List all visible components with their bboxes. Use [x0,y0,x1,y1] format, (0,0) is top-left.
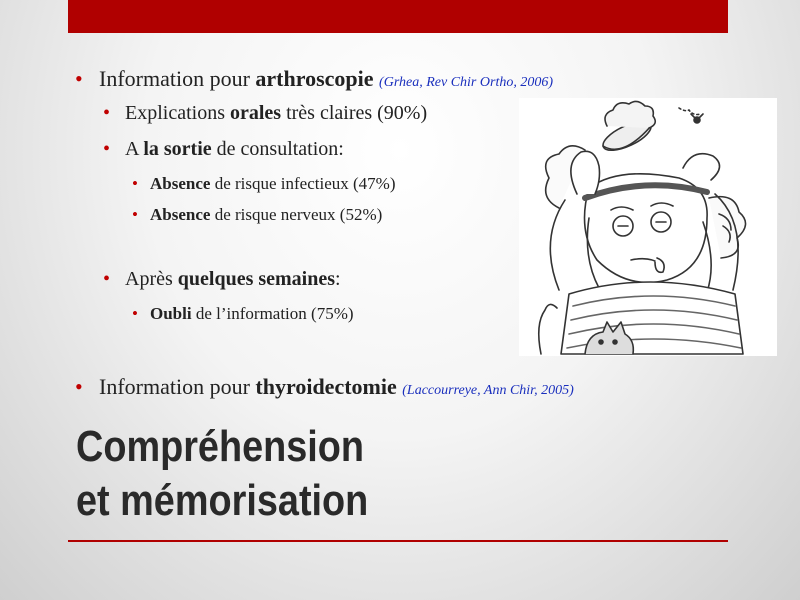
bullet-text: Information pour [99,374,256,399]
bullet-bold: arthroscopie [255,66,374,91]
bullet-text: de consultation: [211,138,344,160]
bullet-oubli [132,304,354,324]
bullet-text: de risque infectieux (47%) [210,174,396,193]
bullet-risque-nerveux [132,205,382,225]
bullet-semaines [103,268,341,291]
bullet-bold: Absence [150,174,211,193]
bullet-icon: • [103,138,111,160]
bullet-sortie [103,138,344,161]
bullet-text: très claires (90%) [281,102,428,124]
citation: (Grhea, Rev Chir Ortho, 2006) [379,75,553,90]
citation: (Laccourreye, Ann Chir, 2005) [402,383,574,398]
title-underline [68,540,728,542]
bullet-thyroidectomie [75,374,574,400]
bullet-text: de risque nerveux (52%) [210,205,383,224]
bullet-text: A [125,138,144,160]
bullet-risque-infectieux [132,174,396,194]
bullet-icon: • [103,102,111,124]
bullet-text: : [335,268,341,290]
bullet-text: Information pour [99,66,256,91]
bullet-icon: • [132,205,138,224]
title-line-2: et mémorisation [76,476,369,525]
bullet-text: de l’information (75%) [191,304,354,323]
bullet-icon: • [75,374,83,399]
bullet-arthroscopie [75,66,553,92]
bullet-text: Explications [125,102,230,124]
bullet-bold: thyroidectomie [255,374,397,399]
bullet-explications [103,102,427,125]
bullet-icon: • [75,66,83,91]
bullet-bold: Absence [150,205,211,224]
slide-title [76,420,626,528]
bullet-bold: Oubli [150,304,192,323]
bullet-icon: • [132,174,138,193]
bullet-bold: orales [229,102,282,124]
bullet-text: Après [125,268,178,290]
top-accent-bar [68,0,728,33]
confused-person-illustration [519,98,777,356]
bullet-icon: • [103,268,111,290]
bullet-bold: quelques semaines [177,268,336,290]
bullet-bold: la sortie [143,138,212,160]
title-line-1: Compréhension [76,422,365,471]
bullet-icon: • [132,304,138,323]
